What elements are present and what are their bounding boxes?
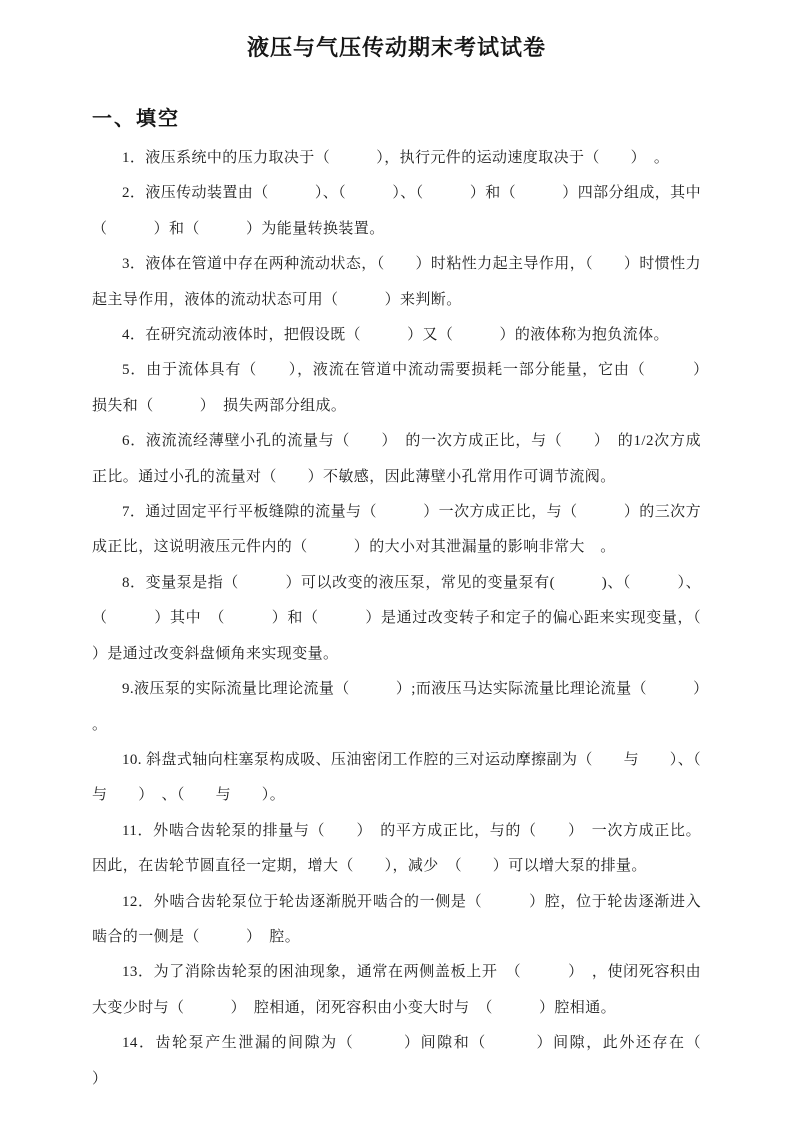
question-3: 3．液体在管道中存在两种流动状态，（ ）时粘性力起主导作用，（ ）时惯性力起主导作用，液体的流动状态可用（ ）来判断。 [92,256,701,308]
question-2: 2．液压传动装置由（ ）、（ ）、（ ）和（ ）四部分组成，其中（ ）和（ ）为能量转换装置。 [92,185,701,237]
question-9: 9.液压泵的实际流量比理论流量（ ）;而液压马达实际流量比理论流量（ ） 。 [92,681,717,733]
question-list [92,141,748,1097]
question-14: 14．齿轮泵产生泄漏的间隙为（ ）间隙和（ ）间隙，此外还存在（ ） [92,1035,748,1087]
question-12: 12．外啮合齿轮泵位于轮齿逐渐脱开啮合的一侧是（ ）腔，位于轮齿逐渐进入啮合的一侧是（ ） 腔。 [92,893,701,945]
question-8: 8．变量泵是指（ ）可以改变的液压泵，常见的变量泵有( )、（ ）、（ ）其中 （ ）和（ ）是通过改变转子和定子的偏心距来实现变量，（ ）是通过改变斜盘倾角来实现变量。 [92,574,748,662]
question-1: 1．液压系统中的压力取决于（ ），执行元件的运动速度取决于（ ） 。 [122,150,670,166]
section-heading-fill-in-blanks: 一、填空 [92,108,180,130]
question-11: 11．外啮合齿轮泵的排量与（ ） 的平方成正比，与的（ ） 一次方成正比。因此，在齿轮节圆直径一定期，增大（ ），减少 （ ）可以增大泵的排量。 [92,822,701,875]
question-4: 4．在研究流动液体时，把假设既（ ）又（ ）的液体称为抱负流体。 [122,327,669,344]
question-10: 10. 斜盘式轴向柱塞泵构成吸、压油密闭工作腔的三对运动摩擦副为（ 与 ）、（ 与 ） 、（ 与 ）。 [92,751,732,804]
question-6: 6．液流流经薄壁小孔的流量与（ ） 的一次方成正比，与（ ） 的1/2次方成正比。通过小孔的流量对（ ）不敏感，因此薄壁小孔常用作可调节流阀。 [92,433,701,485]
question-5: 5．由于流体具有（ ），液流在管道中流动需要损耗一部分能量，它由（ ） 损失和（ ） 损失两部分组成。 [92,362,717,414]
question-7: 7．通过固定平行平板缝隙的流量与（ ）一次方成正比，与（ ）的三次方成正比，这说明液压元件内的（ ）的大小对其泄漏量的影响非常大 。 [92,504,701,556]
page-title: 液压与气压传动期末考试试卷 [246,35,546,60]
question-13: 13．为了消除齿轮泵的困油现象，通常在两侧盖板上开 （ ） ，使闭死容积由大变少时与（ ） 腔相通，闭死容积由小变大时与 （ ）腔相通。 [92,964,701,1016]
